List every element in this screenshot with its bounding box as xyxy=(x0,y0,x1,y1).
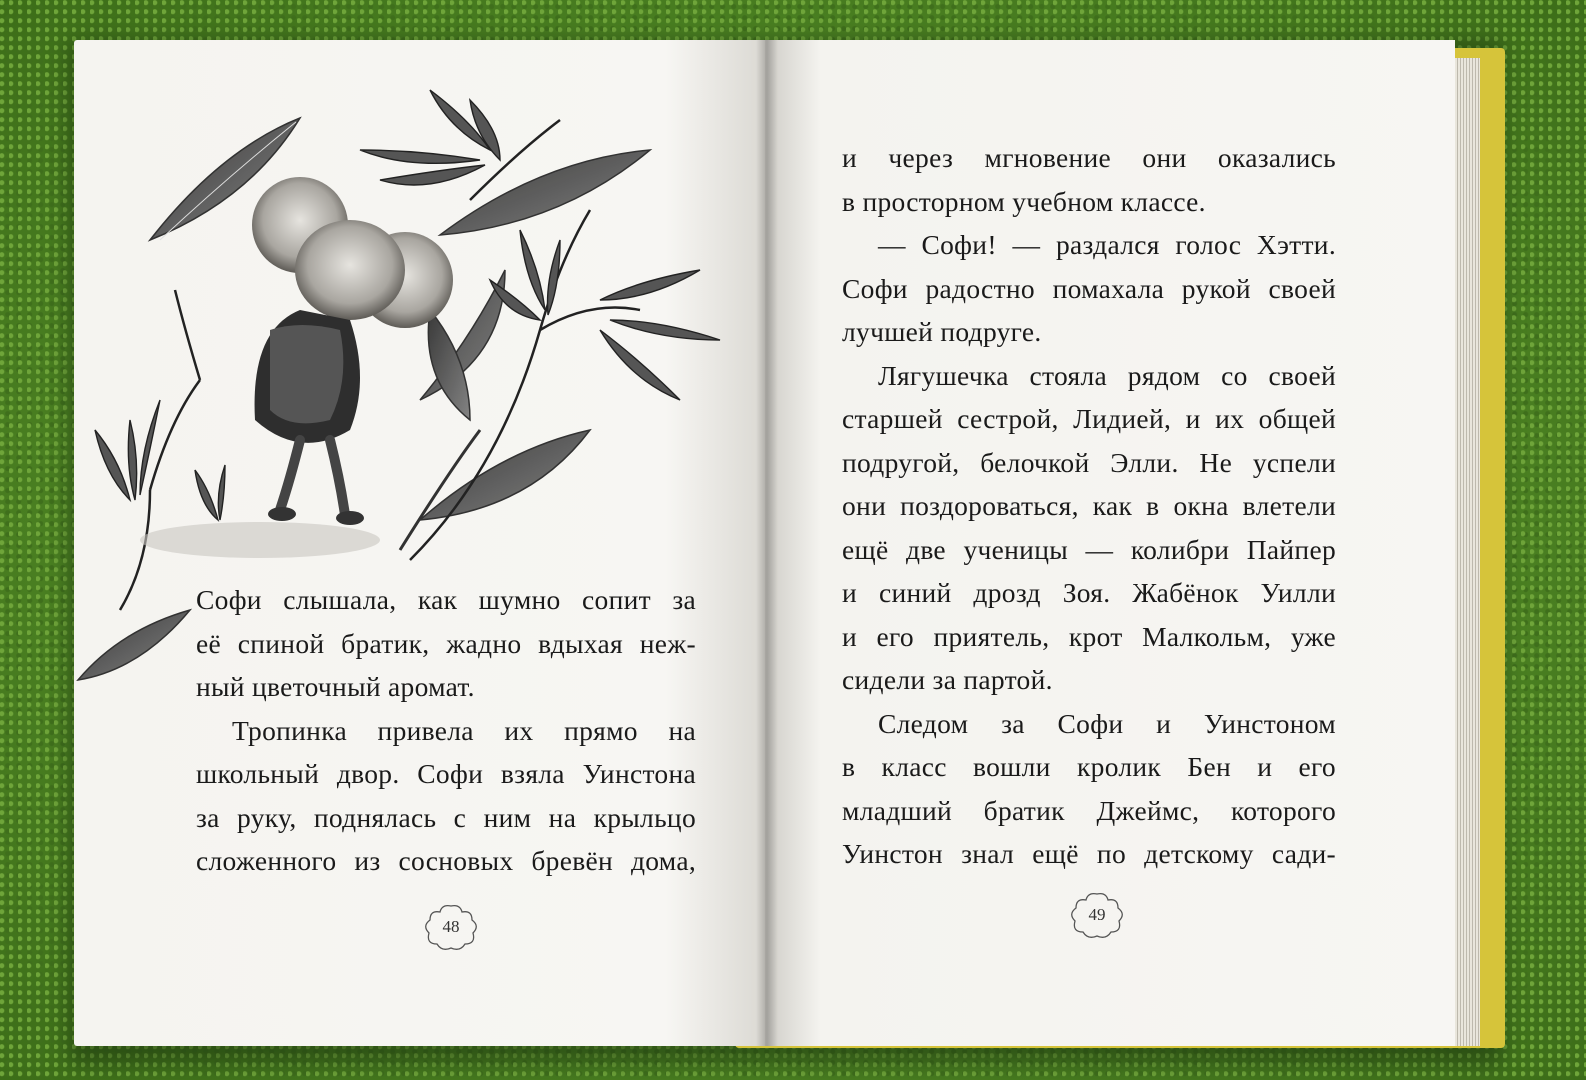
text-line: и через мгновение они оказались xyxy=(842,142,1336,173)
text-line: сложенного из сосновых бревён дома, xyxy=(196,845,696,876)
text-line: Следом за Софи и Уинстоном xyxy=(878,707,1336,739)
text-line: за руку, поднялась с ним на крыльцо xyxy=(196,801,696,833)
text-line: младший братик Джеймс, которого xyxy=(842,794,1336,826)
text-line: сидели за партой. xyxy=(842,664,1053,695)
mouse-character xyxy=(140,177,453,558)
text-line: старшей сестрой, Лидией, и их общей xyxy=(842,403,1336,434)
text-line: Софи слышала, как шумно сопит за xyxy=(196,584,696,615)
text-line: лучшей подруге. xyxy=(842,316,1042,347)
text-line: в просторном учебном классе. xyxy=(842,185,1206,217)
text-line: ный цветочный аромат. xyxy=(196,671,475,702)
text-line: Лягушечка стояла рядом со своей xyxy=(878,359,1336,391)
text-line: — Софи! — раздался голос Хэтти. xyxy=(878,229,1336,260)
text-line: её спиной братик, жадно вдыхая неж- xyxy=(196,627,696,659)
text-line: они поздороваться, как в окна влетели xyxy=(842,490,1336,521)
text-line: и синий дрозд Зоя. Жабёнок Уилли xyxy=(842,577,1336,608)
page-number-right: 49 xyxy=(1068,890,1126,940)
right-page-text xyxy=(842,136,1336,876)
text-line: и его приятель, крот Малкольм, уже xyxy=(842,620,1336,652)
text-line: Уинстон знал ещё по детскому сади- xyxy=(842,838,1336,869)
text-line: в класс вошли кролик Бен и его xyxy=(842,751,1336,782)
text-line: школьный двор. Софи взяла Уинстона xyxy=(196,758,696,789)
left-page-text xyxy=(196,578,696,883)
page-number-left: 48 xyxy=(422,902,480,952)
text-line: подругой, белочкой Элли. Не успели xyxy=(842,446,1336,478)
text-line: Софи радостно помахала рукой своей xyxy=(842,272,1336,304)
text-line: Тропинка привела их прямо на xyxy=(232,714,696,746)
text-line: ещё две ученицы — колибри Пайпер xyxy=(842,533,1336,565)
